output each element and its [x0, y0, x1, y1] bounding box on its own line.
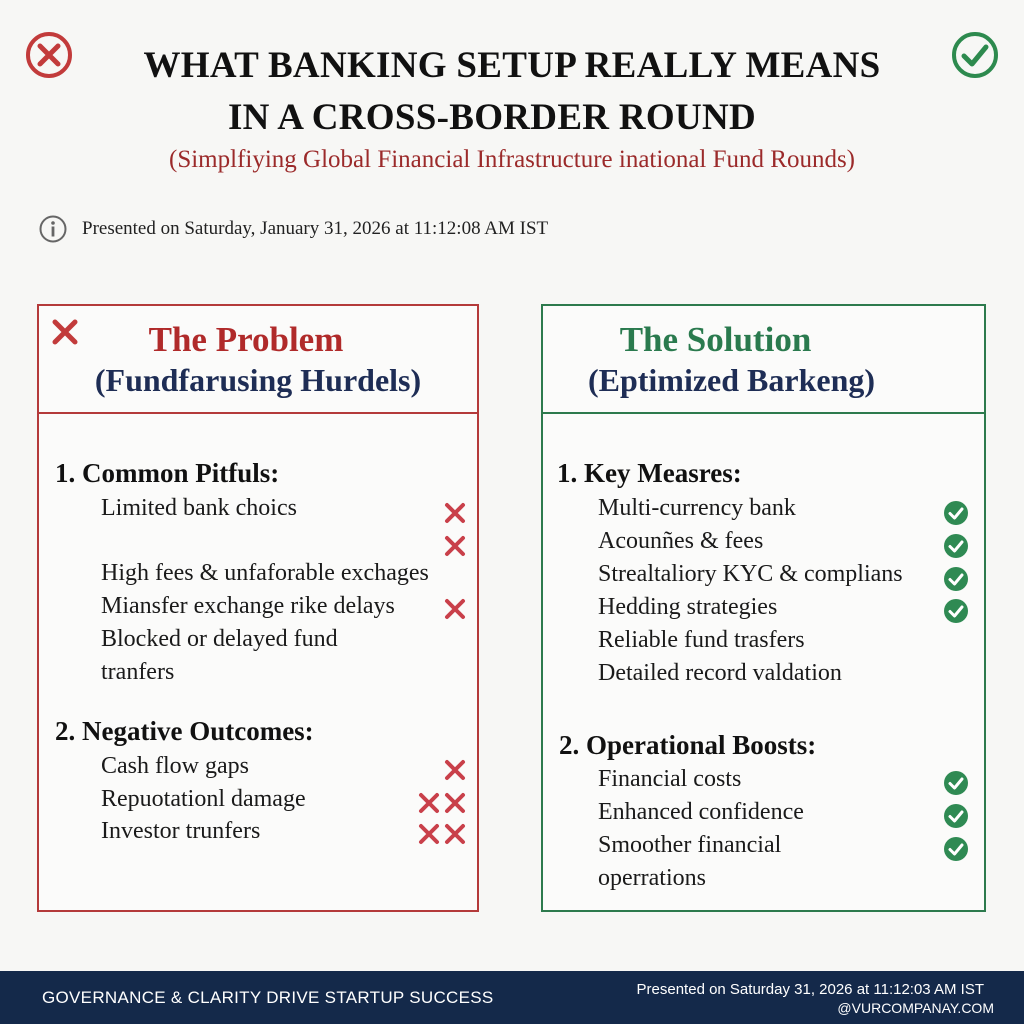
footer-bar	[0, 971, 1024, 1024]
solution-item: Acounñes & fees	[598, 528, 764, 554]
x-mark-icon	[443, 791, 467, 815]
page-title-line1: WHAT BANKING SETUP REALLY MEANS	[143, 45, 881, 86]
problem-item: Investor trunfers	[101, 818, 261, 844]
solution-item: Enhanced confidence	[598, 799, 804, 825]
x-mark-icon	[443, 822, 467, 846]
problem-title: The Problem	[148, 320, 344, 359]
solution-item: Detailed record valdation	[598, 660, 842, 686]
problem-item: Repuotationl damage	[101, 786, 306, 812]
solution-item: Strealtaliory KYC & complians	[598, 561, 903, 587]
footer-presented: Presented on Saturday 31, 2026 at 11:12:03 AM IST	[636, 981, 984, 998]
check-circle-icon	[943, 770, 969, 796]
solution-header	[543, 306, 984, 414]
problem-item: Blocked or delayed fund	[101, 626, 338, 652]
presented-text: Presented on Saturday, January 31, 2026 at 11:12:08 AM IST	[82, 218, 549, 239]
check-circle-icon	[943, 500, 969, 526]
x-mark-icon	[443, 758, 467, 782]
x-mark-icon	[443, 534, 467, 558]
solution-section2-title: 2. Operational Boosts:	[559, 730, 817, 760]
page-title-line2: IN A CROSS-BORDER ROUND	[227, 97, 757, 138]
info-icon	[38, 214, 68, 244]
solution-item: Reliable fund trasfers	[598, 627, 805, 653]
solution-title: The Solution	[619, 320, 812, 359]
x-mark-icon	[443, 597, 467, 621]
problem-panel	[37, 304, 479, 912]
check-circle-icon	[943, 566, 969, 592]
check-circle-icon	[943, 803, 969, 829]
problem-section1-title: 1. Common Pitfuls:	[55, 458, 280, 488]
x-mark-icon	[417, 822, 441, 846]
solution-section1-title: 1. Key Measres:	[557, 458, 742, 488]
check-circle-icon	[943, 598, 969, 624]
solution-item: Multi-currency bank	[598, 495, 796, 521]
solution-item: Financial costs	[598, 766, 742, 792]
problem-item: Limited bank choics	[101, 495, 297, 521]
solution-item: Hedding strategies	[598, 594, 778, 620]
problem-subtitle: (Fundfarusing Hurdels)	[94, 362, 422, 398]
problem-item: Cash flow gaps	[101, 753, 249, 779]
presented-info	[38, 214, 548, 244]
solution-subtitle: (Eptimized Barkeng)	[587, 362, 876, 398]
problem-header	[39, 306, 477, 414]
solution-item: operrations	[598, 865, 706, 891]
problem-section2-title: 2. Negative Outcomes:	[55, 716, 314, 746]
solution-item: Smoother financial	[598, 832, 782, 858]
footer-tagline: GOVERNANCE & CLARITY DRIVE STARTUP SUCCESS	[42, 988, 494, 1007]
check-circle-icon	[943, 533, 969, 559]
page-subtitle: (Simplfiying Global Financial Infrastructure inational Fund Rounds)	[169, 146, 855, 173]
check-circle-icon	[943, 836, 969, 862]
x-mark-icon	[417, 791, 441, 815]
footer-handle: @VURCOMPANAY.COM	[837, 1000, 994, 1016]
x-mark-icon	[443, 501, 467, 525]
problem-item: tranfers	[101, 659, 175, 685]
solution-panel	[541, 304, 986, 912]
problem-item: High fees & unfaforable exchages	[101, 560, 429, 586]
problem-item: Miansfer exchange rike delays	[101, 593, 395, 619]
